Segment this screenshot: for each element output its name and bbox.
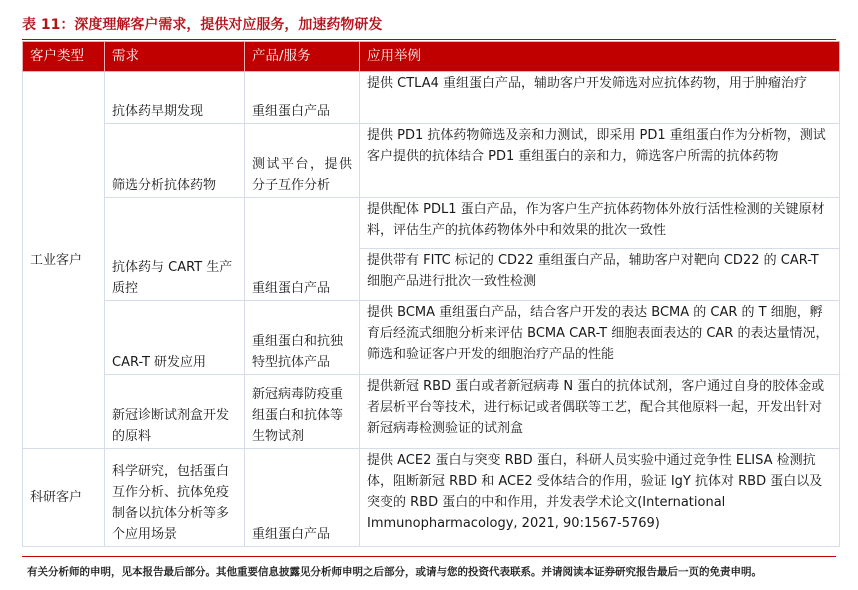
- table-row: [23, 301, 840, 375]
- caption-divider: [22, 39, 836, 40]
- example-cell: 提供 PD1 抗体药物筛选及亲和力测试，即采用 PD1 重组蛋白作为分析物，测试客户提供的抗体结合 PD1 重组蛋白的亲和力，筛选客户所需的抗体药物: [360, 124, 840, 198]
- product-cell: 重组蛋白产品: [245, 198, 360, 301]
- need-cell: 抗体药与 CART 生产质控: [105, 198, 245, 301]
- table-header-row: [23, 42, 840, 72]
- need-cell: 筛选分析抗体药物: [105, 124, 245, 198]
- need-cell: 新冠诊断试剂盒开发的原料: [105, 375, 245, 449]
- product-cell: 新冠病毒防疫重组蛋白和抗体等生物试剂: [245, 375, 360, 449]
- table-row: [23, 72, 840, 124]
- table-row: [23, 198, 840, 249]
- table-row: [23, 449, 840, 547]
- table-caption: 表 11：深度理解客户需求，提供对应服务，加速药物研发: [22, 17, 383, 33]
- product-cell: 重组蛋白和抗独特型抗体产品: [245, 301, 360, 375]
- table-row: [23, 124, 840, 198]
- need-cell: 科学研究，包括蛋白互作分析、抗体免疫制备以抗体分析等多个应用场景: [105, 449, 245, 547]
- need-cell: 抗体药早期发现: [105, 72, 245, 124]
- product-cell: 重组蛋白产品: [245, 449, 360, 547]
- customer-type-cell: 工业客户: [23, 72, 105, 449]
- footer-divider: [22, 556, 836, 557]
- example-cell: 提供带有 FITC 标记的 CD22 重组蛋白产品，辅助客户对靶向 CD22 的 CAR-T 细胞产品进行批次一致性检测: [360, 249, 840, 301]
- customer-type-cell: 科研客户: [23, 449, 105, 547]
- disclaimer-footer: 有关分析师的申明，见本报告最后部分。其他重要信息披露见分析师申明之后部分，或请与您的投资代表联系。并请阅读本证券研究报告最后一页的免责申明。: [27, 566, 762, 578]
- product-cell: 测试平台，提供分子互作分析: [245, 124, 360, 198]
- example-cell: 提供 BCMA 重组蛋白产品，结合客户开发的表达 BCMA 的 CAR 的 T 细胞，孵育后经流式细胞分析来评估 BCMA CAR-T 细胞表面表达的 CAR 的表达量情况，筛选和验证客户开发的细胞治疗产品的性能: [360, 301, 840, 375]
- header-product-service: 产品/服务: [245, 42, 360, 72]
- example-cell: 提供配体 PDL1 蛋白产品，作为客户生产抗体药物体外放行活性检测的关键原材料，评估生产的抗体药物体外中和效果的批次一致性: [360, 198, 840, 249]
- product-cell: 重组蛋白产品: [245, 72, 360, 124]
- header-application-example: 应用举例: [360, 42, 840, 72]
- example-cell: 提供新冠 RBD 蛋白或者新冠病毒 N 蛋白的抗体试剂，客户通过自身的胶体金或者层析平台等技术，进行标记或者偶联等工艺，配合其他原料一起，开发出针对新冠病毒检测验证的试剂盒: [360, 375, 840, 449]
- example-cell: 提供 CTLA4 重组蛋白产品，辅助客户开发筛选对应抗体药物，用于肿瘤治疗: [360, 72, 840, 124]
- table-row: [23, 375, 840, 449]
- need-cell: CAR-T 研发应用: [105, 301, 245, 375]
- header-need: 需求: [105, 42, 245, 72]
- header-customer-type: 客户类型: [23, 42, 105, 72]
- customer-needs-table: [22, 41, 840, 547]
- example-cell: 提供 ACE2 蛋白与突变 RBD 蛋白，科研人员实验中通过竞争性 ELISA 检测抗体，阻断新冠 RBD 和 ACE2 受体结合的作用，验证 IgY 抗体对 RBD 蛋白以及突变的 RBD 蛋白的中和作用，并发表学术论文(International Immunopharmacology, 2021, 90:1567-5769): [360, 449, 840, 547]
